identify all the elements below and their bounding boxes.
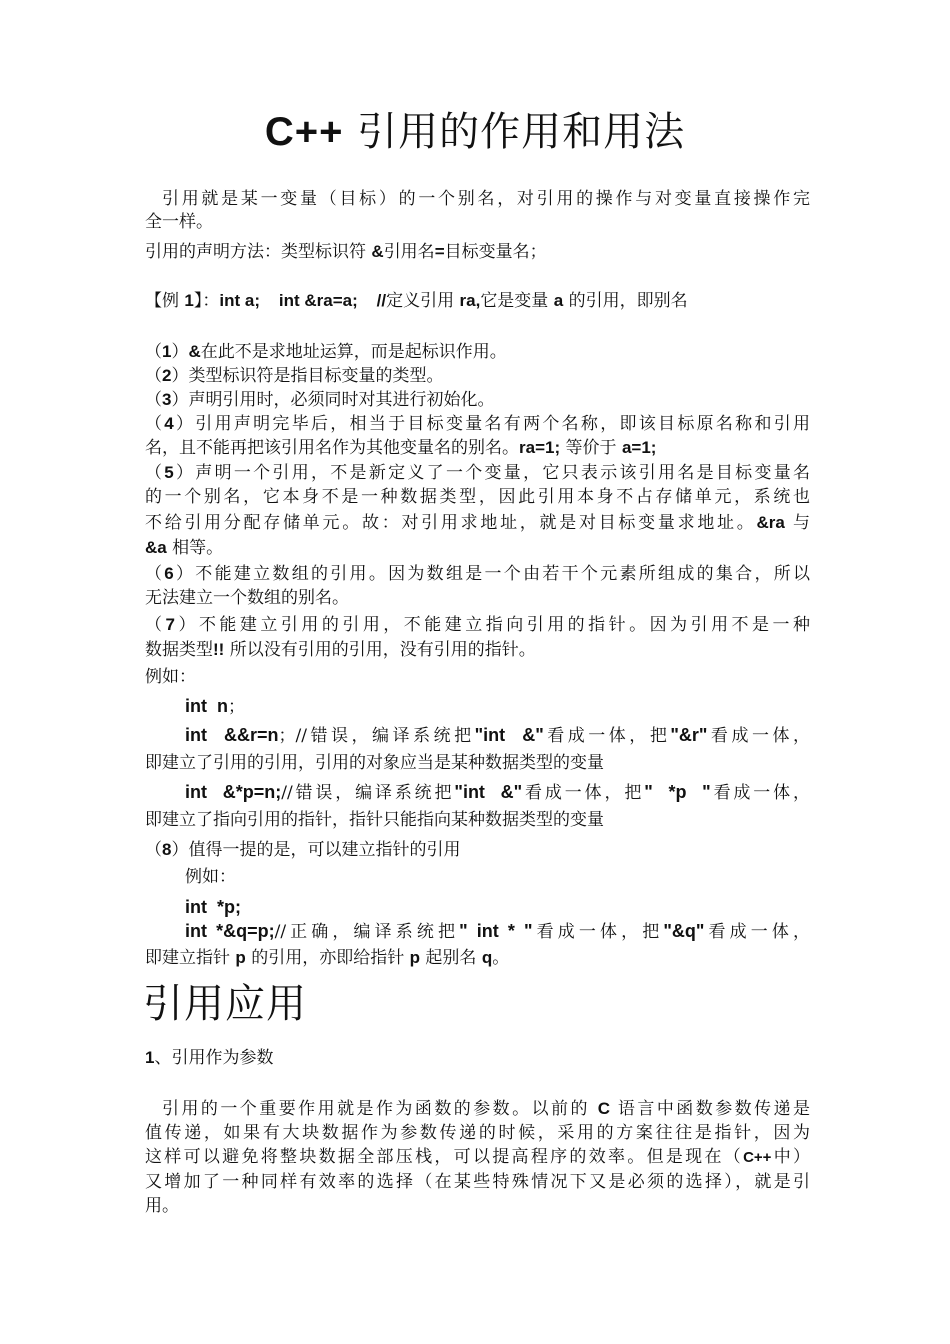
item-8 — [145, 838, 810, 862]
code-p: p — [409, 948, 420, 967]
item-4-code-a: a=1; — [621, 438, 657, 457]
code-ref-ptr: int *&q=p; — [185, 921, 275, 941]
item-4-equals-word: 等价于 — [560, 438, 622, 458]
text: 。 — [492, 948, 510, 968]
item-4-line-2 — [145, 436, 810, 460]
item-5-equal: 相等。 — [166, 538, 224, 558]
paren-open: （ — [145, 414, 165, 434]
intro-line-1: 引用就是某一变量（目标）的一个别名，对引用的操作与对变量直接操作完 — [162, 189, 810, 209]
ex1-comment-a: 定义引用 — [386, 291, 460, 311]
item-number: 6 — [164, 564, 174, 583]
item-4-line-1 — [145, 412, 810, 436]
text: 的引用，亦即给指针 — [245, 948, 410, 968]
paren-open: （ — [145, 564, 165, 584]
item-1-text: 在此不是求地址运算，而是起标识作用。 — [200, 342, 507, 362]
comment-as-one-2: 看成一体， — [710, 783, 811, 803]
para-line-5: 用。 — [145, 1196, 179, 1216]
code-semicolon: ； — [228, 697, 245, 717]
code-int-amp: "int &" — [454, 782, 523, 802]
title-text: 引用的作用和用法 — [357, 109, 686, 155]
paren-open: （ — [145, 342, 162, 362]
code-star-p: " *p " — [644, 782, 711, 802]
item-number: 3 — [162, 390, 172, 409]
code-int-p: int *p; — [185, 897, 241, 917]
text: 这样可以避免将整块数据全部压栈，可以提高程序的效率。但是现在（ — [145, 1147, 744, 1167]
item-number: 2 — [162, 366, 172, 385]
code-amp-r: "&r" — [670, 725, 708, 745]
comment-as-one: 看成一体，把 — [543, 726, 671, 746]
item-4-text-2: 名，且不能再把该引用名作为其他变量名的别名。 — [145, 438, 519, 458]
text: 语言中函数参数传递是 — [610, 1099, 810, 1119]
item-3-text: ）声明引用时，必须同时对其进行初始化。 — [171, 390, 495, 410]
comment-as-one: 看成一体，把 — [522, 783, 645, 803]
item-5-line-1 — [145, 461, 810, 485]
code-line-ptr-ref — [185, 781, 810, 805]
para-line-3 — [145, 1146, 810, 1169]
subsection-number: 1 — [145, 1048, 155, 1067]
item-7-text-3: 所以没有引用的引用，没有引用的指针。 — [224, 640, 536, 660]
paren-open: （ — [145, 463, 165, 483]
comment-correct: //正确，编译系统把 — [274, 922, 460, 942]
item-number: 1 — [162, 342, 172, 361]
item-8-text: ）值得一提的是，可以建立指针的引用 — [171, 840, 461, 860]
comment-as-one-2: 看成一体， — [704, 922, 810, 942]
code-amp-q: "&q" — [663, 921, 705, 941]
item-5-code-a: &a — [145, 538, 167, 557]
code-q: q — [481, 948, 493, 967]
ex1-colon: ： — [202, 291, 220, 311]
code-line-int-p — [185, 896, 810, 920]
code-line-ref-ptr — [185, 920, 810, 944]
code-c: C — [597, 1099, 611, 1118]
item-8-explanation — [145, 946, 810, 970]
item-2 — [145, 364, 810, 388]
code-ref-ref-explanation: 即建立了引用的引用，引用的对象应当是某种数据类型的变量 — [145, 753, 604, 773]
para-line-1 — [162, 1097, 810, 1121]
page-title — [0, 104, 950, 160]
title-code: C++ — [264, 110, 344, 154]
item-5-text: ）声明一个引用，不是新定义了一个变量，它只表示该引用名是目标变量名 — [173, 463, 810, 483]
code-int-n: int n — [185, 696, 228, 716]
code-line-ref-ref — [185, 724, 810, 748]
decl-amp: & — [371, 242, 384, 261]
item-4-code-ra: ra=1; — [519, 438, 561, 457]
comment-as-one: 看成一体，把 — [532, 922, 664, 942]
item-7-text-2: 数据类型 — [145, 640, 213, 660]
item-5-line-3 — [145, 511, 810, 535]
item-5-text-3: 不给引用分配存储单元。故：对引用求地址，就是对目标变量求地址。 — [145, 513, 757, 533]
example-label: 例如： — [145, 667, 196, 687]
ex1-num: 1 — [184, 291, 194, 310]
item-7-line-1 — [145, 613, 810, 637]
declaration-line — [145, 240, 810, 264]
ex1-comment-b: 它是变量 — [480, 291, 554, 311]
ex1-comment-c: 的引用，即别名 — [563, 291, 688, 311]
paren-open: （ — [145, 615, 166, 635]
item-number: 5 — [164, 463, 174, 482]
ex1-bracket-open: 【例 — [145, 291, 185, 311]
comment-error: ；//错误，编译系统把 — [278, 726, 475, 746]
item-6-line-2: 无法建立一个数组的别名。 — [145, 588, 349, 608]
ex1-bracket-close: 】 — [193, 291, 203, 311]
paren-close: ） — [171, 342, 189, 362]
paren-open: （ — [145, 366, 162, 386]
item-5-line-4 — [145, 536, 810, 560]
code-line-int-n — [185, 695, 810, 719]
para-line-2: 值传递，如果有大块数据作为参数传递的时候，采用的方案往往是指针，因为 — [145, 1123, 810, 1143]
item-number: 8 — [162, 840, 172, 859]
code-cpp: C++ — [743, 1149, 772, 1166]
item-5-code-ra: &ra — [756, 513, 785, 532]
code-int-star: " int * " — [459, 921, 533, 941]
code-int-amp: "int &" — [474, 725, 544, 745]
item-5-and: 与 — [784, 513, 811, 533]
example-1-line — [145, 289, 810, 313]
item-6-text: ）不能建立数组的引用。因为数组是一个由若干个元素所组成的集合，所以 — [173, 564, 810, 584]
item-6-line-1 — [145, 562, 810, 586]
item-2-text: ）类型标识符是指目标变量的类型。 — [171, 366, 444, 386]
intro-line-2: 全一样。 — [145, 212, 213, 232]
text: 中） — [771, 1147, 811, 1167]
decl-prefix: 引用的声明方法：类型标识符 — [145, 242, 372, 262]
item-4-text: ）引用声明完毕后，相当于目标变量名有两个名称，即该目标原名称和引用 — [173, 414, 810, 434]
ex1-ra: ra, — [459, 291, 481, 310]
comment-error: //错误，编译系统把 — [281, 783, 455, 803]
paren-open: （ — [145, 390, 162, 410]
item-7-exclaim: !! — [213, 640, 225, 659]
text: 引用的一个重要作用就是作为函数的参数。以前的 — [162, 1099, 598, 1119]
paren-open: （ — [145, 840, 162, 860]
item-1-amp: & — [188, 342, 201, 361]
ex1-code: int a; int &ra=a; // — [219, 291, 387, 310]
subsection-heading — [145, 1046, 810, 1070]
text: 起别名 — [420, 948, 482, 968]
section-heading: 引用应用 — [143, 981, 307, 1027]
ex1-a: a — [553, 291, 564, 310]
subsection-title: 、引用作为参数 — [154, 1048, 274, 1068]
decl-target: 目标变量名； — [444, 242, 547, 262]
code-ptr-ref: int &*p=n; — [185, 782, 282, 802]
decl-refname: 引用名 — [383, 242, 435, 262]
code-p: p — [235, 948, 246, 967]
item-5-line-2: 的一个别名，它本身不是一种数据类型，因此引用本身不占存储单元，系统也 — [145, 487, 810, 507]
item-3 — [145, 388, 810, 412]
text: 即建立指针 — [145, 948, 236, 968]
item-1 — [145, 340, 810, 364]
item-8-example-label: 例如： — [185, 867, 236, 887]
item-number: 7 — [165, 615, 175, 634]
para-line-4: 又增加了一种同样有效率的选择（在某些特殊情况下又是必须的选择），就是引 — [145, 1172, 810, 1192]
code-ptr-ref-explanation: 即建立了指向引用的指针，指针只能指向某种数据类型的变量 — [145, 810, 604, 830]
code-ref-ref: int &&r=n — [185, 725, 279, 745]
decl-eq: = — [434, 242, 445, 261]
comment-as-one-2: 看成一体， — [707, 726, 810, 746]
item-number: 4 — [164, 414, 174, 433]
item-7-text: ）不能建立引用的引用，不能建立指向引用的指针。因为引用不是一种 — [174, 615, 811, 635]
item-7-line-2 — [145, 638, 810, 662]
